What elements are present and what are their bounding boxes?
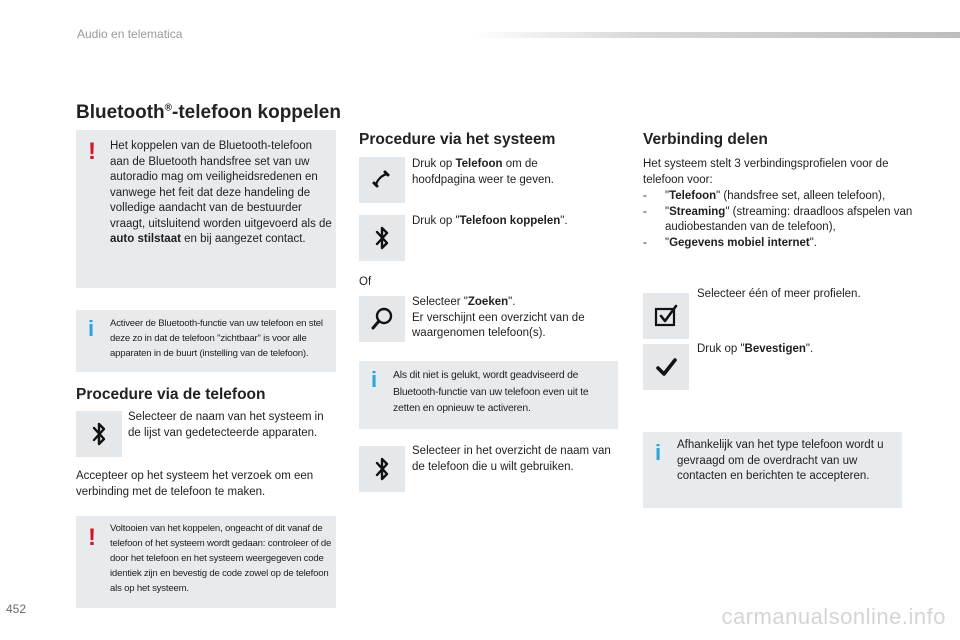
share-select-profiles: Selecteer één of meer profielen. <box>697 288 861 300</box>
system-step-phone: Druk op Telefoon om de hoofdpagina weer te geven. <box>412 158 554 186</box>
profile-item-mobile-internet: - "Gegevens mobiel internet". <box>643 236 817 249</box>
system-step-choose-phone: Selecteer in het overzicht de naam van de telefoon die u wilt gebruiken. <box>412 445 611 473</box>
warning-exclamation-icon-2: ! <box>88 524 96 551</box>
bluetooth-icon-box-3 <box>359 446 405 492</box>
warning-text-code: Voltooien van het koppelen, ongeacht of dit vanaf de telefoon of het systeem wordt gedaan: controleer of de door het telefoon en het systeem weergegeven code identiek zijn en bevestig de code zowel op de telefoon als op het systeem. <box>110 523 332 594</box>
info-icon-3: i <box>655 440 662 465</box>
header-divider-bar <box>470 32 960 38</box>
watermark: carmanualsonline.info <box>721 604 946 629</box>
section-title: Audio en telematica <box>77 27 183 41</box>
page-number: 452 <box>6 602 27 616</box>
info-text-visibility: Activeer de Bluetooth-functie van uw telefoon en stel deze zo in dat de telefoon "zichtbaar" is voor alle apparaten in de buurt (instelling van de telefoon). <box>110 318 323 359</box>
page-title: Bluetooth®-telefoon koppelen <box>76 102 341 123</box>
or-label: Of <box>359 276 372 288</box>
phone-step-select-system: Selecteer de naam van het systeem in de lijst van gedetecteerde apparaten. <box>128 411 324 439</box>
system-step-search: Selecteer "Zoeken". Er verschijnt een overzicht van de waargenomen telefoon(s). <box>412 296 585 339</box>
checkbox-icon <box>651 301 681 331</box>
warning-exclamation-icon: ! <box>88 138 96 165</box>
checkbox-icon-box <box>643 293 689 339</box>
phone-icon-box <box>359 157 405 203</box>
bluetooth-icon-box <box>76 411 122 457</box>
heading-phone-procedure: Procedure via de telefoon <box>76 386 266 403</box>
heading-system-procedure: Procedure via het systeem <box>359 131 556 148</box>
bluetooth-icon <box>84 419 114 449</box>
warning-box-safety <box>76 130 336 288</box>
warning-text-safety: Het koppelen van de Bluetooth-telefoon aan de Bluetooth handsfree set van uw autoradio mag om veiligheidsredenen en vanwege het feit dat deze handeling de volledige aandacht van de bestuurder vraagt, uitsluitend worden uitgevoerd als de auto stilstaat en bij aangezet contact. <box>110 140 332 245</box>
phone-accept-text: Accepteer op het systeem het verzoek om een verbinding met de telefoon te maken. <box>76 470 314 498</box>
system-step-pair: Druk op "Telefoon koppelen". <box>412 215 568 227</box>
info-icon-2: i <box>371 367 378 392</box>
phone-handset-icon <box>367 165 397 195</box>
heading-share-connection: Verbinding delen <box>643 131 768 148</box>
bluetooth-icon-box-2 <box>359 215 405 261</box>
checkmark-icon-box <box>643 344 689 390</box>
warning-box-code <box>76 516 336 608</box>
bluetooth-icon <box>367 223 397 253</box>
bluetooth-icon <box>367 454 397 484</box>
share-intro: Het systeem stelt 3 verbindingsprofielen voor de telefoon voor: <box>643 158 889 186</box>
info-box-visibility <box>76 310 336 372</box>
share-confirm: Druk op "Bevestigen". <box>697 343 814 355</box>
info-text-retry: Als dit niet is gelukt, wordt geadviseerd de Bluetooth-functie van uw telefoon even uit te zetten en opnieuw te activeren. <box>393 370 589 414</box>
profile-item-phone: - "Telefoon" (handsfree set, alleen telefoon), <box>643 190 886 202</box>
search-icon-box <box>359 296 405 342</box>
checkmark-icon <box>651 352 681 382</box>
info-box-contacts <box>643 432 902 508</box>
search-magnifier-icon <box>367 304 397 334</box>
info-text-contacts: Afhankelijk van het type telefoon wordt u gevraagd om de overdracht van uw contacten en berichten te accepteren. <box>677 439 884 482</box>
profile-item-streaming: - "Streaming" (streaming: draadloos afspelen van audiobestanden van de telefoon), <box>643 205 913 233</box>
info-box-retry <box>359 361 618 429</box>
info-icon: i <box>88 316 95 341</box>
profile-list <box>643 189 913 251</box>
